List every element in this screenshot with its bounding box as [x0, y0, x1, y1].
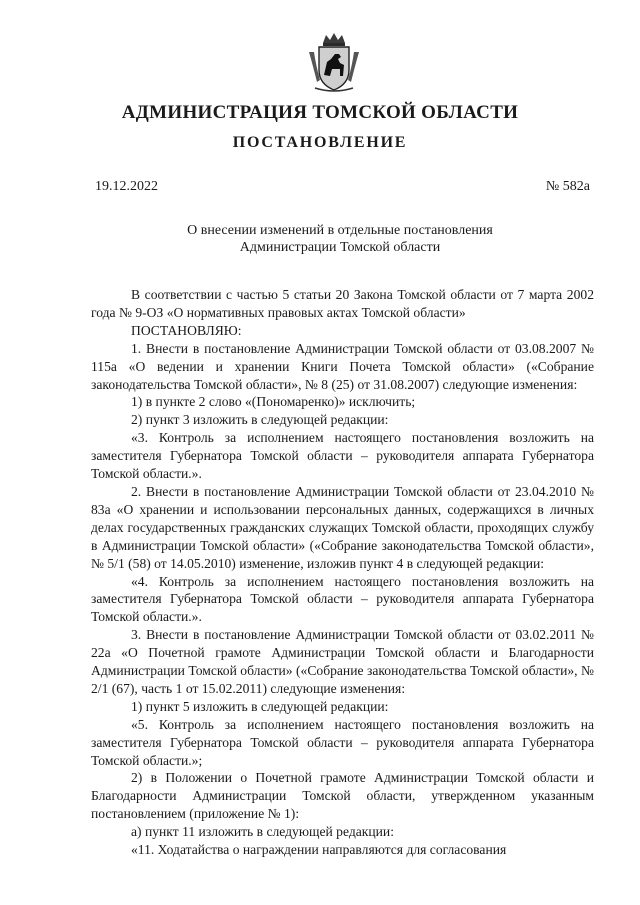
decree-word: ПОСТАНОВЛЯЮ:: [131, 322, 242, 338]
subject-line-2: Администрации Томской области: [239, 240, 441, 255]
document-type: ПОСТАНОВЛЕНИЕ: [232, 134, 408, 151]
document-body: [91, 286, 594, 859]
clause-3-quote: «5. Контроль за исполнением настоящего постановления возложить на заместителя Губернатора Томской области – руководителя аппарата Губернатора Томской области.»;: [91, 716, 594, 768]
clause-3: 3. Внести в постановление Администрации Томской области от 03.02.2011 № 22а «О Почетной грамоте Администрации Томской области и Благодарности Администрации Томской области» («Собрание законодательства Томской области», № 2/1 (67), часть 1 от 15.02.2011) следующие изменения:: [91, 627, 594, 696]
tomsk-region-coat-of-arms: [305, 32, 363, 94]
document-subject: [150, 222, 530, 256]
clause-3-item-2: 2) в Положении о Почетной грамоте Администрации Томской области и Благодарности Администрации Томской области, утвержденном указанным постановлением (приложение № 1):: [91, 770, 594, 822]
document-number: № 582а: [545, 179, 590, 194]
clause-2: 2. Внести в постановление Администрации Томской области от 23.04.2010 № 83а «О хранении и использовании персональных данных, содержащихся в личных делах государственных гражданских служащих Томской области, проходящих службу в Администрации Томской области» («Собрание законодательства Томской области», № 5/1 (58) от 14.05.2010) изменение, изложив пункт 4 в следующей редакции:: [91, 483, 594, 571]
clause-1: 1. Внести в постановление Администрации Томской области от 03.08.2007 № 115а «О ведении и хранении Книги Почета Томской области» («Собрание законодательства Томской области», № 8 (25) от 31.08.2007) следующие изменения:: [91, 340, 594, 392]
clause-3-item-1: 1) пункт 5 изложить в следующей редакции:: [131, 698, 389, 714]
clause-3-subitem-a: а) пункт 11 изложить в следующей редакции:: [131, 824, 394, 840]
subject-line-1: О внесении изменений в отдельные постановления: [187, 223, 493, 238]
clause-2-quote: «4. Контроль за исполнением настоящего постановления возложить на заместителя Губернатора Томской области – руководителя аппарата Губернатора Томской области.».: [91, 573, 594, 625]
clause-1-item-1: 1) в пункте 2 слово «(Пономаренко)» исключить;: [131, 394, 416, 410]
clause-1-item-2: 2) пункт 3 изложить в следующей редакции:: [131, 412, 389, 428]
preamble-paragraph: В соответствии с частью 5 статьи 20 Закона Томской области от 7 марта 2002 года № 9-ОЗ «О нормативных правовых актах Томской области»: [91, 287, 594, 320]
clause-1-quote: «3. Контроль за исполнением настоящего постановления возложить на заместителя Губернатора Томской области – руководителя аппарата Губернатора Томской области.».: [91, 430, 594, 482]
document-date: 19.12.2022: [95, 179, 158, 194]
organization-title: АДМИНИСТРАЦИЯ ТОМСКОЙ ОБЛАСТИ: [121, 102, 519, 123]
clause-3-quote-start: «11. Ходатайства о награждении направляются для согласования: [131, 842, 507, 858]
